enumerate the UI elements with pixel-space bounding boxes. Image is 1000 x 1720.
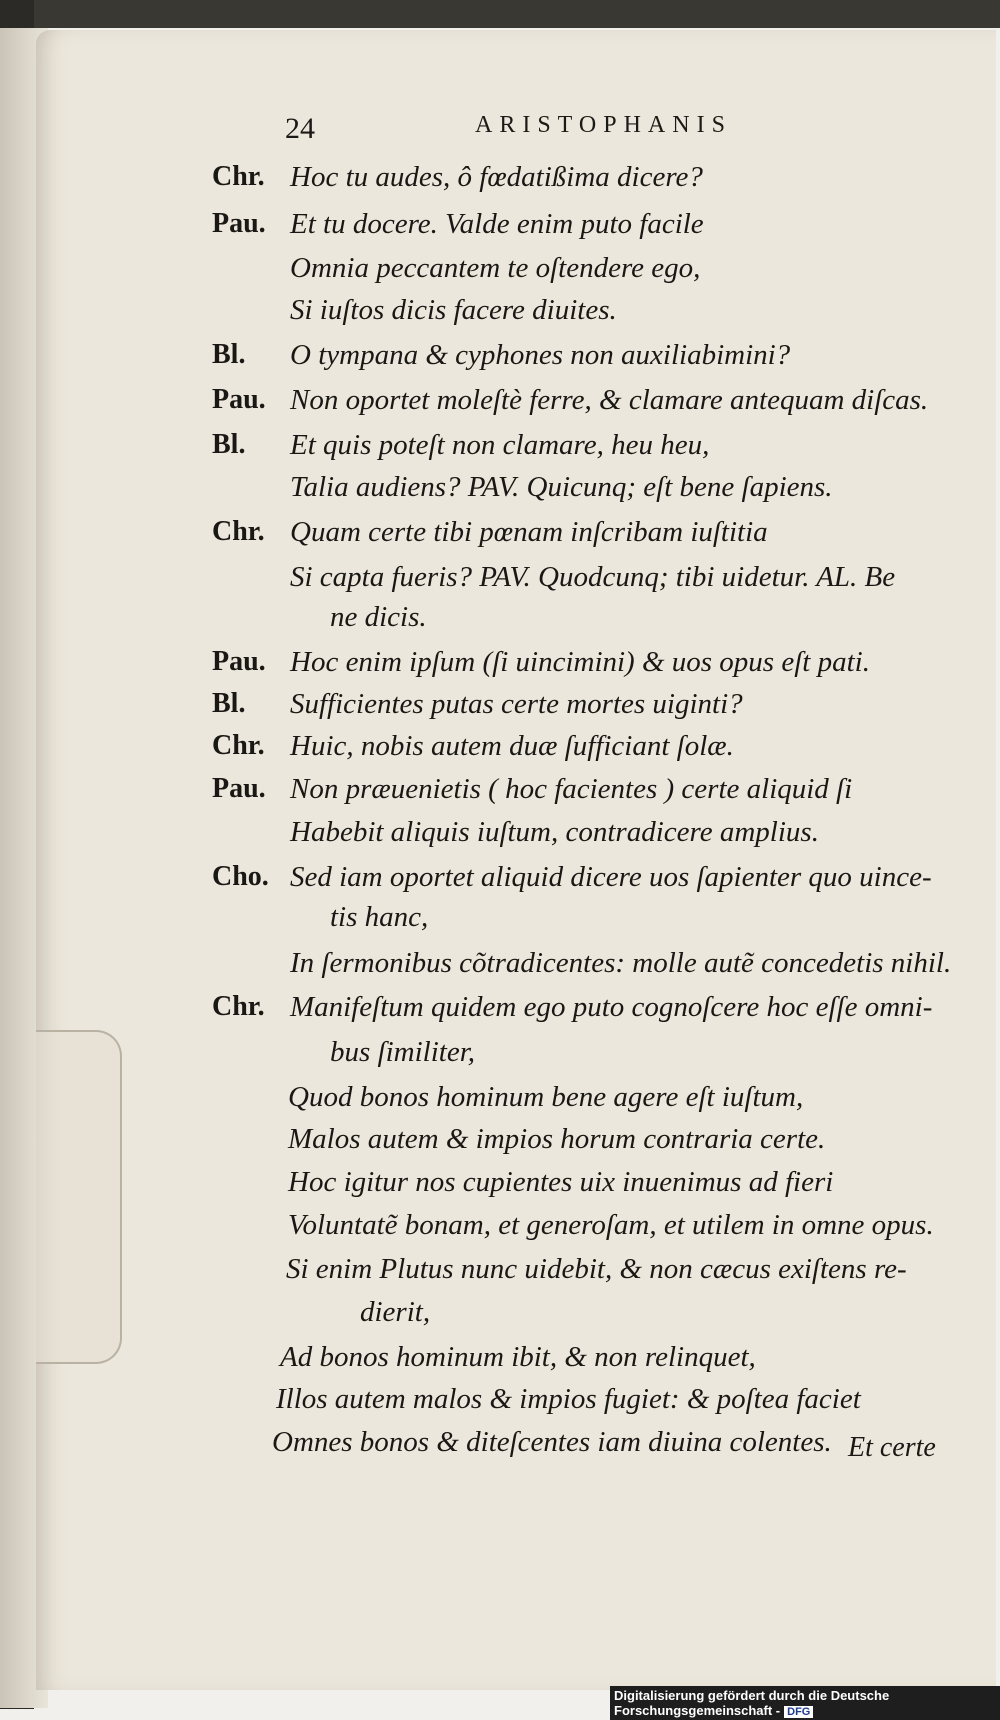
dialogue-line: In ſermonibus cõtradicentes: molle autẽ concedetis nihil. bbox=[290, 947, 952, 979]
dialogue-line: Talia audiens? PAV. Quicunq; eſt bene ſapiens. bbox=[290, 471, 833, 503]
digitization-credit bbox=[610, 1686, 1000, 1720]
dialogue-line: Huic, nobis autem duæ ſufficiant ſolæ. bbox=[290, 730, 734, 762]
folded-paper-strip bbox=[36, 1030, 122, 1364]
dfg-logo: DFG bbox=[784, 1706, 813, 1718]
dialogue-line: ne dicis. bbox=[330, 601, 427, 633]
dialogue-line: Si capta fueris? PAV. Quodcunq; tibi uidetur. AL. Be bbox=[290, 561, 896, 593]
dialogue-line: tis hanc, bbox=[330, 901, 429, 933]
dialogue-line: bus ſimiliter, bbox=[330, 1036, 476, 1068]
dialogue-line: Voluntatẽ bonam, et generoſam, et utilem in omne opus. bbox=[288, 1209, 934, 1241]
speaker-label: Chr. bbox=[212, 730, 265, 761]
dialogue-line: Hoc igitur nos cupientes uix inuenimus ad fieri bbox=[288, 1166, 834, 1198]
dialogue-line: Sufficientes putas certe mortes uiginti? bbox=[290, 688, 743, 720]
dialogue-line: Manifeſtum quidem ego puto cognoſcere hoc eſſe omni- bbox=[290, 991, 933, 1023]
dialogue-line: Non præuenietis ( hoc facientes ) certe aliquid ſi bbox=[290, 773, 853, 805]
speaker-label: Pau. bbox=[212, 208, 266, 239]
speaker-label: Pau. bbox=[212, 384, 266, 415]
speaker-label: Pau. bbox=[212, 773, 266, 804]
dialogue-line: Et quis poteſt non clamare, heu heu, bbox=[290, 429, 710, 461]
speaker-label: Pau. bbox=[212, 646, 266, 677]
dialogue-line: Omnes bonos & diteſcentes iam diuina colentes. bbox=[272, 1426, 832, 1458]
dialogue-line: Malos autem & impios horum contraria certe. bbox=[288, 1123, 826, 1155]
speaker-label: Bl. bbox=[212, 429, 246, 460]
speaker-label: Chr. bbox=[212, 516, 265, 547]
dialogue-line: Sed iam oportet aliquid dicere uos ſapienter quo uince- bbox=[290, 861, 932, 893]
catchword: Et certe bbox=[848, 1432, 936, 1463]
dialogue-line: Quam certe tibi pœnam inſcribam iuſtitia bbox=[290, 516, 768, 548]
speaker-label: Cho. bbox=[212, 861, 269, 892]
dialogue-line: Illos autem malos & impios fugiet: & poſtea faciet bbox=[276, 1383, 861, 1415]
dialogue-line: Quod bonos hominum bene agere eſt iuſtum, bbox=[288, 1081, 804, 1113]
dialogue-line: Hoc enim ipſum (ſi uincimini) & uos opus eſt pati. bbox=[290, 646, 870, 678]
dialogue-line: Et tu docere. Valde enim puto facile bbox=[290, 208, 704, 240]
dialogue-line: Ad bonos hominum ibit, & non relinquet, bbox=[280, 1341, 756, 1373]
speaker-label: Bl. bbox=[212, 339, 246, 370]
speaker-label: Chr. bbox=[212, 991, 265, 1022]
running-title: ARISTOPHANIS bbox=[475, 112, 732, 138]
dialogue-line: Non oportet moleſtè ferre, & clamare antequam diſcas. bbox=[290, 384, 929, 416]
speaker-label: Bl. bbox=[212, 688, 246, 719]
dialogue-line: Hoc tu audes, ô fœdatißima dicere? bbox=[290, 161, 703, 193]
dialogue-line: Habebit aliquis iuſtum, contradicere amplius. bbox=[290, 816, 819, 848]
dialogue-line: Si iuſtos dicis facere diuites. bbox=[290, 294, 617, 326]
scan-border-top bbox=[0, 0, 1000, 28]
dialogue-line: O tympana & cyphones non auxiliabimini? bbox=[290, 339, 791, 371]
dialogue-line: Si enim Plutus nunc uidebit, & non cæcus exiſtens re- bbox=[286, 1253, 907, 1285]
dialogue-line: Omnia peccantem te oſtendere ego, bbox=[290, 252, 701, 284]
dialogue-line: dierit, bbox=[360, 1296, 431, 1328]
speaker-label: Chr. bbox=[212, 161, 265, 192]
page-number: 24 bbox=[285, 112, 315, 145]
credit-text: Digitalisierung gefördert durch die Deutsche Forschungsgemeinschaft - bbox=[614, 1688, 890, 1718]
